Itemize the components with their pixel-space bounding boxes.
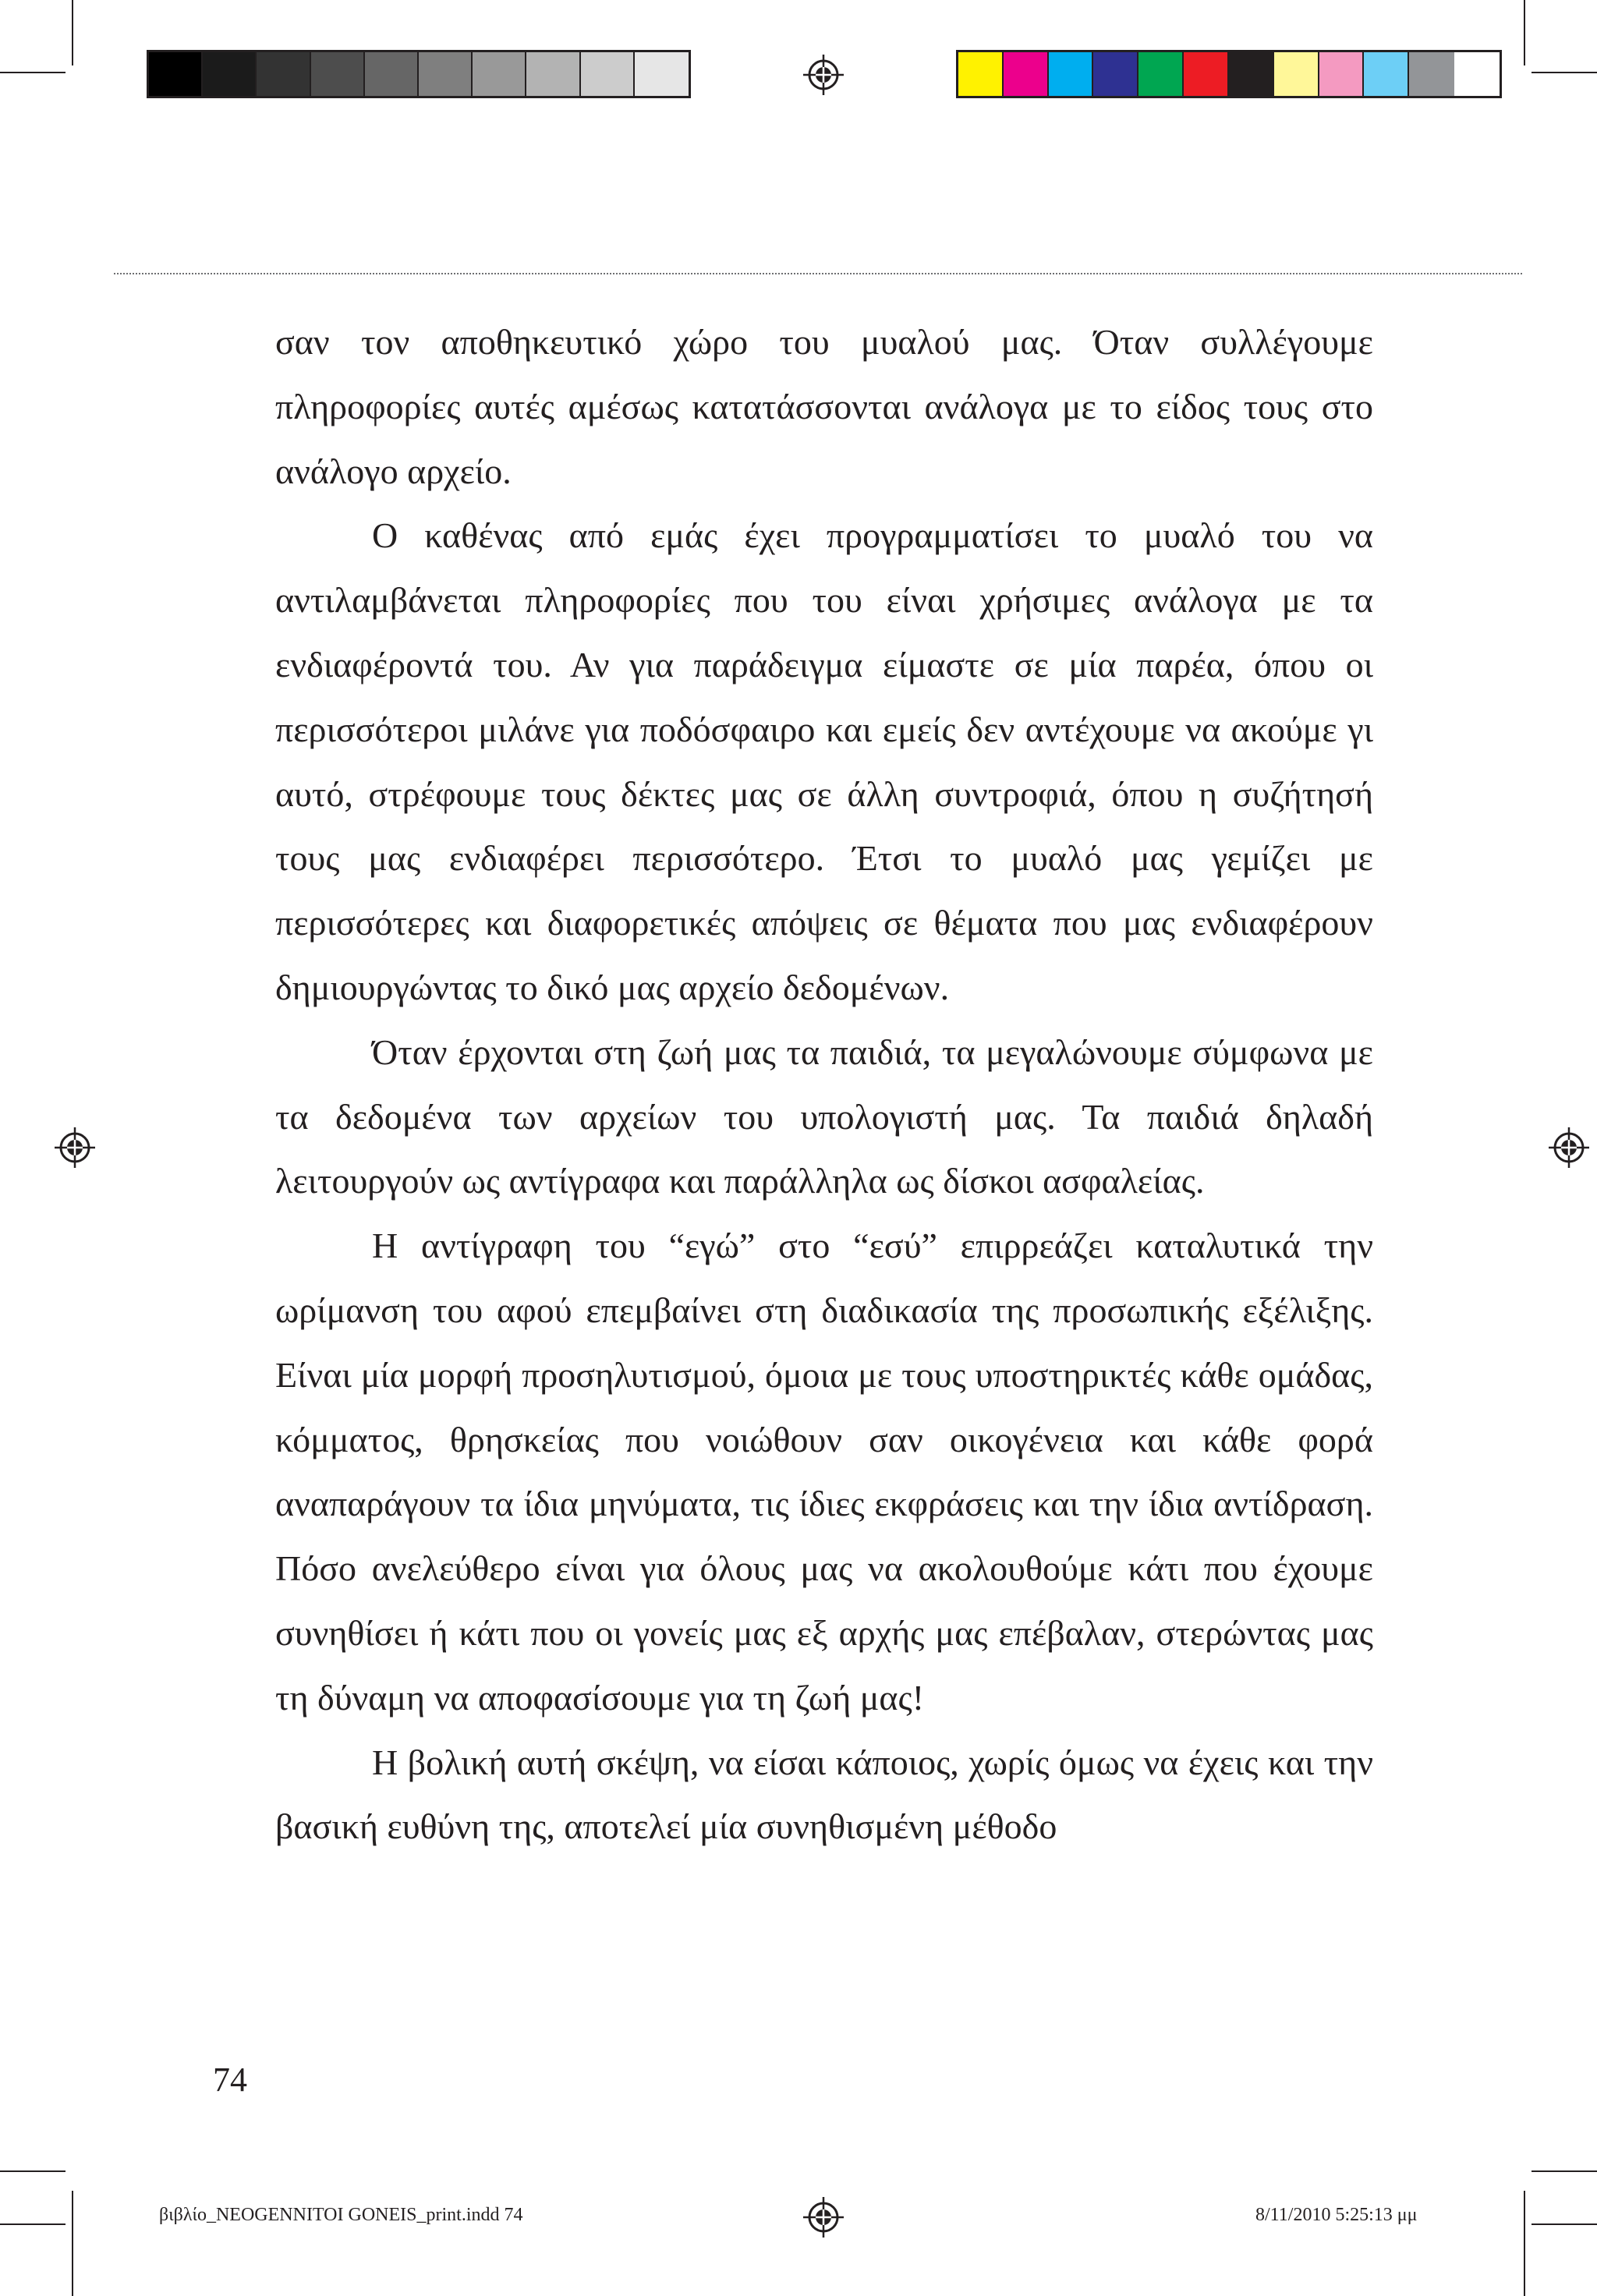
- crop-mark: [72, 2191, 73, 2296]
- color-swatch: [1138, 52, 1184, 96]
- color-swatch: [365, 52, 419, 96]
- crop-mark: [1524, 2191, 1525, 2296]
- color-swatch: [419, 52, 473, 96]
- grayscale-color-bar: [147, 50, 691, 98]
- color-swatch: [149, 52, 203, 96]
- color-swatch: [581, 52, 635, 96]
- color-swatch: [1229, 52, 1274, 96]
- color-swatch: [526, 52, 580, 96]
- paragraph: Ο καθένας από εμάς έχει προγραμματίσει το μυαλό του να αντιλαμβάνεται πληροφορίες που του είναι χρήσιμες ανάλογα με τα ενδιαφέροντά του. Αν για παράδειγμα είμαστε σε μία παρέα, όπου οι περισσότεροι μιλάνε για ποδόσφαιρο και εμείς δεν αντέχουμε να ακούμε γι αυτό, στρέφουμε τους δέκτες μας σε άλλη συντροφιά, όπου η συζήτησή τους μας ενδιαφέρει περισσότερο. Έτσι το μυαλό μας γεμίζει με περισσότερες και διαφορετικές απόψεις σε θέματα που μας ενδιαφέρουν δημιουργώντας το δικό μας αρχείο δεδομένων.: [275, 515, 1373, 1007]
- crop-mark: [0, 2223, 66, 2225]
- color-swatch: [958, 52, 1004, 96]
- registration-mark-icon: [55, 1127, 95, 1168]
- registration-mark-icon: [803, 2197, 844, 2238]
- paragraph: Η βολική αυτή σκέψη, να είσαι κάποιος, χωρίς όμως να έχεις και την βασική ευθύνη της, αποτελεί μία συνηθισμένη μέθοδο: [275, 1742, 1373, 1847]
- color-swatch: [1364, 52, 1409, 96]
- crop-mark: [1531, 72, 1597, 73]
- paragraph: σαν τον αποθηκευτικό χώρο του μυαλού μας. Όταν συλλέγουμε πληροφορίες αυτές αμέσως κατατάσσονται ανάλογα με το είδος τους στο ανάλογο αρχείο.: [275, 322, 1373, 491]
- crop-mark: [72, 0, 73, 65]
- header-rule: [114, 273, 1522, 274]
- color-swatch: [203, 52, 257, 96]
- color-swatch: [635, 52, 689, 96]
- page-number: 74: [213, 2061, 247, 2099]
- color-swatch: [1409, 52, 1454, 96]
- process-color-bar: [956, 50, 1502, 98]
- color-swatch: [1093, 52, 1138, 96]
- crop-mark: [1531, 2170, 1597, 2172]
- registration-mark-icon: [1549, 1127, 1589, 1168]
- color-swatch: [257, 52, 310, 96]
- color-swatch: [1049, 52, 1094, 96]
- crop-mark: [0, 2170, 66, 2172]
- slug-file-name: βιβλίο_NEOGENNITOI GONEIS_print.indd 74: [159, 2205, 523, 2225]
- color-swatch: [1184, 52, 1229, 96]
- registration-mark-icon: [803, 55, 844, 95]
- color-swatch: [1004, 52, 1049, 96]
- crop-mark: [1524, 0, 1525, 65]
- body-text: [275, 310, 1373, 1859]
- crop-mark: [1531, 2223, 1597, 2225]
- paragraph: Όταν έρχονται στη ζωή μας τα παιδιά, τα μεγαλώνουμε σύμφωνα με τα δεδομένα των αρχείων του υπολογιστή μας. Τα παιδιά δηλαδή λειτουργούν ως αντίγραφα και παράλληλα ως δίσκοι ασφαλείας.: [275, 1031, 1373, 1201]
- color-swatch: [1319, 52, 1365, 96]
- slug-timestamp: 8/11/2010 5:25:13 μμ: [1255, 2205, 1418, 2225]
- color-swatch: [311, 52, 365, 96]
- color-swatch: [1274, 52, 1319, 96]
- paragraph: Η αντίγραφη του “εγώ” στο “εσύ” επιρρεάζει καταλυτικά την ωρίμανση του αφού επεμβαίνει στη διαδικασία της προσωπικής εξέλιξης. Είναι μία μορφή προσηλυτισμού, όμοια με τους υποστηρικτές κάθε ομάδας, κόμματος, θρησκείας που νοιώθουν σαν οικογένεια και κάθε φορά αναπαράγουν τα ίδια μηνύματα, τις ίδιες εκφράσεις και την ίδια αντίδραση. Πόσο ανελεύθερο είναι για όλους μας να ακολουθούμε κάτι που έχουμε συνηθίσει ή κάτι που οι γονείς μας εξ αρχής μας επέβαλαν, στερώντας μας τη δύναμη να αποφασίσουμε για τη ζωή μας!: [275, 1226, 1373, 1718]
- crop-mark: [0, 72, 66, 73]
- color-swatch: [473, 52, 526, 96]
